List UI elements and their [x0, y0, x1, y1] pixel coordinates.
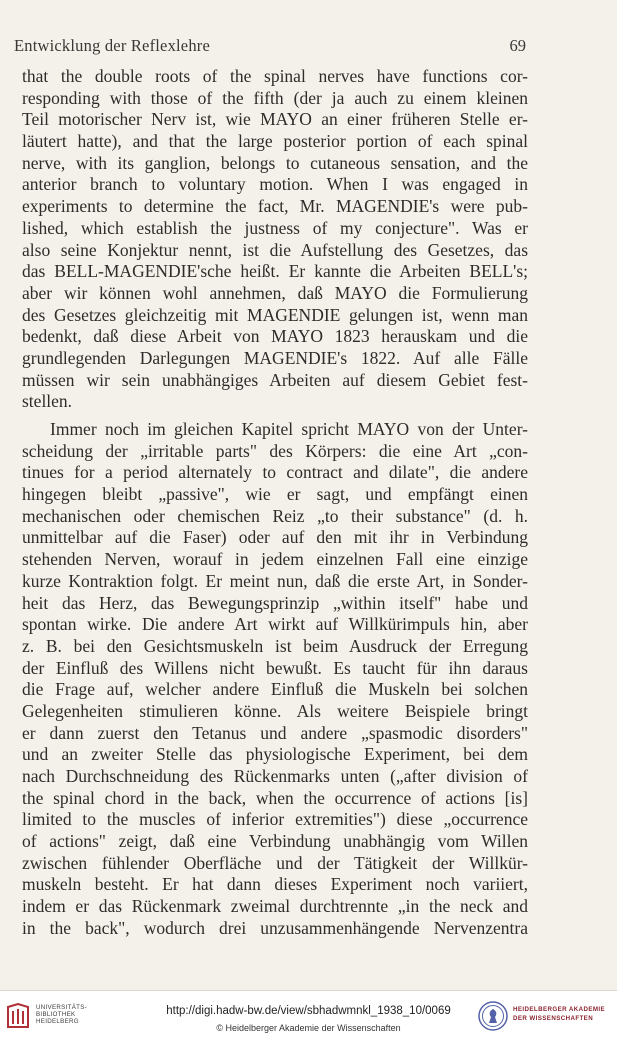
text-line: experiments to determine the fact, Mr. MAGENDIE's were pub- [22, 196, 528, 217]
text-line: die Frage auf, welcher andere Einfluß die Muskeln bei solchen [22, 679, 528, 700]
text-line: the spinal chord in the back, when the occurrence of actions [is] [22, 787, 528, 808]
text-line: und an zweiter Stelle das physiologische Experiment, bei dem [22, 744, 528, 765]
text-line: hingegen bleibt „passive", wie er sagt, und empfängt einen [22, 484, 528, 505]
text-line: Gelegenheiten stimulieren könne. Als weitere Beispiele bringt [22, 700, 528, 721]
text-line: stellen. [22, 391, 73, 412]
academy-seal-icon [478, 1001, 508, 1031]
text-line: z. B. bei den Gesichtsmuskeln ist beim Ausdruck der Erregung [22, 635, 528, 656]
text-line: bedenkt, daß diese Arbeit von MAYO 1823 herauskam und die [22, 326, 528, 347]
page-header [14, 36, 526, 58]
text-line: of actions" zeigt, daß eine Verbindung unabhängig vom Willen [22, 831, 528, 852]
text-line: grundlegenden Darlegungen MAGENDIE's 1822. Auf alle Fälle [22, 347, 528, 368]
text-line: in the back", wodurch drei unzusammenhängende Nervenzentra [22, 917, 528, 938]
university-line: BIBLIOTHEK [36, 1011, 76, 1019]
page-number: 69 [509, 36, 526, 55]
text-line: also seine Konjektur nennt, ist die Aufstellung des Gesetzes, das [22, 239, 528, 260]
text-line: that the double roots of the spinal nerves have functions cor- [22, 66, 528, 86]
text-line: das BELL-MAGENDIE'sche heißt. Er kannte die Arbeiten BELL's; [22, 261, 528, 282]
body-text [22, 66, 528, 940]
academy-line: DER WISSENSCHAFTEN [513, 1015, 594, 1022]
text-line: spontan wirke. Die andere Art wirkt auf Willkürimpuls hin, aber [22, 614, 528, 635]
text-line: indem er das Rückenmark zweimal durchtrennte „in the neck and [22, 896, 528, 917]
text-line: unmittelbar auf die Faser) oder auf den mit ihr in Verbindung [22, 527, 528, 548]
text-line: Immer noch im gleichen Kapitel spricht MAYO von der Unter- [50, 419, 528, 439]
viewer-footer [0, 990, 617, 1042]
text-line: nerve, with its ganglion, belongs to cutaneous sensation, and the [22, 152, 528, 173]
text-line: der Einfluß des Willens nicht bewußt. Es taucht für ihn daraus [22, 657, 528, 678]
text-line: limited to the muscles of inferior extremities") diese „occurrence [22, 809, 528, 830]
text-line: heit das Herz, das Bewegungsprinzip „within itself" habe und [22, 592, 528, 613]
university-line: HEIDELBERG [36, 1018, 79, 1026]
text-line: zwischen fühlender Oberfläche und der Tätigkeit der Willkür- [22, 852, 528, 873]
academy-name [513, 1005, 605, 1023]
text-line: tinues for a period alternately to contract and dilate", die andere [22, 462, 528, 483]
copyright-notice: © Heidelberger Akademie der Wissenschaften [216, 1023, 401, 1033]
text-line: anterior branch to voluntary motion. When I was engaged in [22, 174, 528, 195]
academy-line: HEIDELBERGER AKADEMIE [513, 1006, 606, 1013]
text-line: müssen wir sein unabhängiges Arbeiten auf diesem Gebiet fest- [22, 369, 528, 390]
text-line: Teil motorischer Nerv ist, wie MAYO an einer früheren Stelle er- [22, 109, 528, 130]
text-line: scheidung der „irritable parts" des Körpers: die eine Art „con- [22, 440, 528, 461]
text-line: responding with those of the fifth (der ja auch zu einem kleinen [22, 87, 528, 108]
text-line: muskeln besteht. Er hat dann dieses Experiment noch variiert, [22, 874, 528, 895]
text-line: lished, which establish the justness of my conjecture". Was er [22, 217, 528, 238]
permalink-url[interactable]: http://digi.hadw-bw.de/view/sbhadwmnkl_1938_10/0069 [166, 1005, 451, 1017]
text-line: aber wir können wohl annehmen, daß MAYO die Formulierung [22, 282, 528, 303]
running-head: Entwicklung der Reflexlehre [14, 36, 210, 55]
text-line: stehenden Nerven, worauf in jedem einzelnen Fall eine einzige [22, 549, 528, 570]
text-line: mechanischen oder chemischen Reiz „to their substance" (d. h. [22, 505, 528, 526]
text-line: des Gesetzes gleichzeitig mit MAGENDIE gelungen ist, wenn man [22, 304, 528, 325]
text-line: läutert hatte), and that the large posterior portion of each spinal [22, 131, 528, 152]
text-line: nach Durchschneidung des Rückenmarks unten („after division of [22, 766, 528, 786]
text-line: kurze Kontraktion folgt. Er meint nun, daß die erste Art, in Sonder- [22, 570, 528, 591]
text-line: er dann zuerst den Tetanus und andere „spasmodic disorders" [22, 722, 528, 743]
university-line: UNIVERSITÄTS- [36, 1004, 87, 1011]
